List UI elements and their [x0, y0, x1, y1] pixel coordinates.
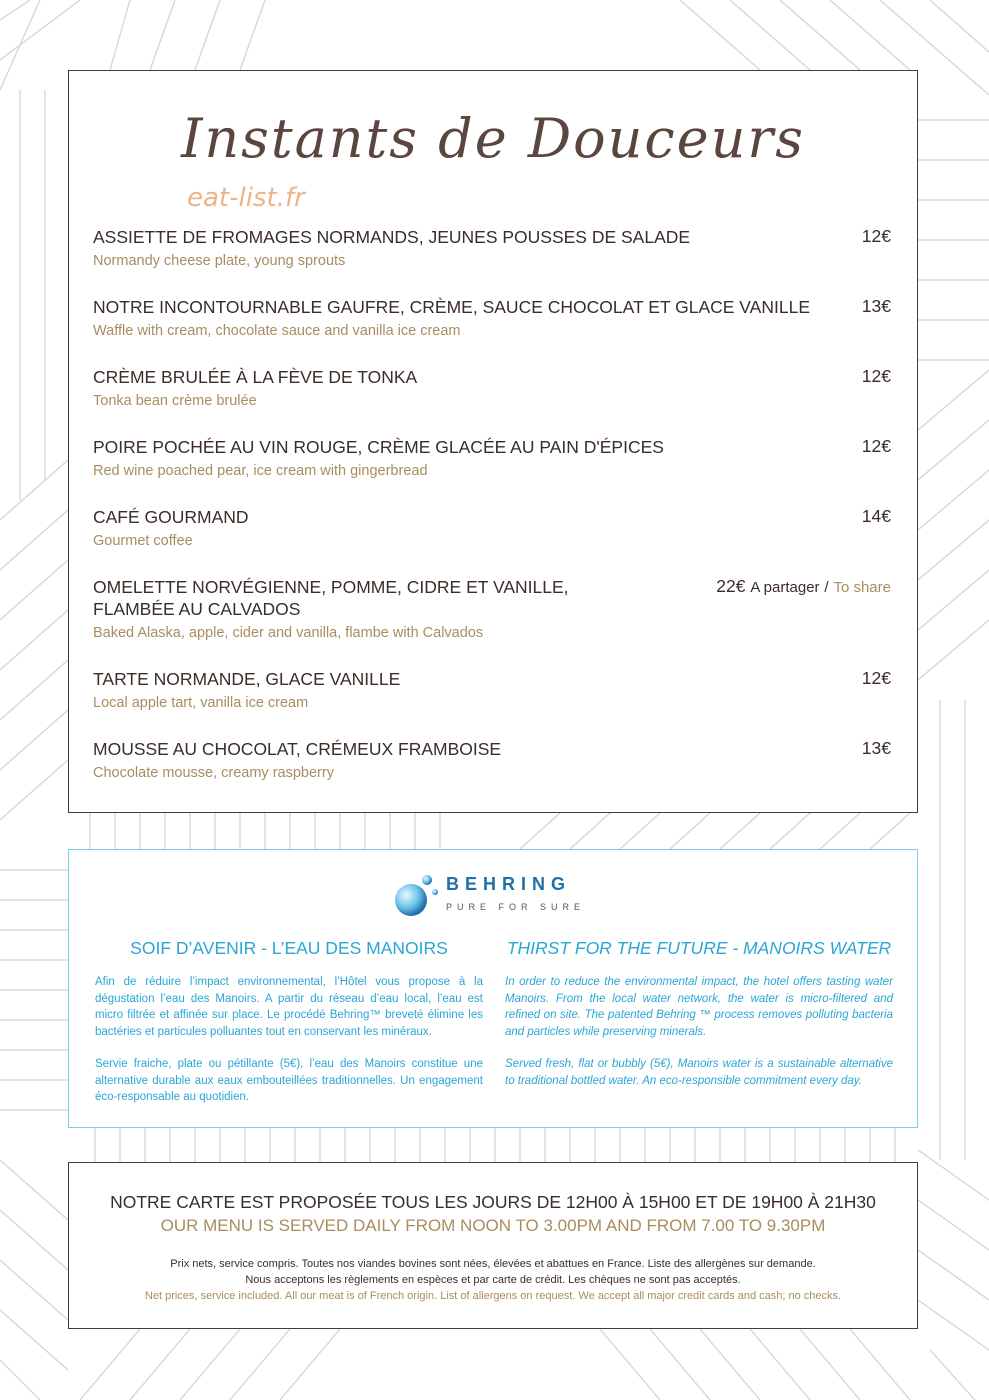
item-price-share [716, 576, 891, 597]
item-price: 12€ [861, 366, 891, 386]
opening-hours-panel [68, 1162, 918, 1329]
share-label-en: To share [833, 579, 891, 596]
menu-title: Instants de Douceurs [181, 107, 805, 170]
dessert-menu-panel [68, 70, 918, 813]
item-price: 13€ [861, 296, 891, 316]
water-text-fr [95, 936, 483, 1122]
logo-wordmark: BEHRING [446, 874, 572, 894]
item-name: NOTRE INCONTOURNABLE GAUFRE, CRÈME, SAUCE CHOCOLAT ET GLACE VANILLE [93, 297, 810, 317]
menu-item [93, 226, 893, 271]
behring-logo [391, 870, 611, 920]
water-paragraph: Servie fraiche, plate ou pétillante (5€), l’eau des Manoirs constitue une alternative durable aux eaux embouteillées traditionnelles. Un engagement éco-responsable au quotidien. [95, 1058, 483, 1103]
share-label-fr: A partager [750, 579, 820, 596]
item-name: OMELETTE NORVÉGIENNE, POMME, CIDRE ET VANILLE, [93, 577, 569, 597]
item-name: TARTE NORMANDE, GLACE VANILLE [93, 669, 401, 689]
menu-item [93, 668, 893, 713]
item-translation: Chocolate mousse, creamy raspberry [93, 765, 334, 781]
item-price: 22€ [716, 576, 746, 596]
water-drop-icon [391, 870, 441, 920]
item-translation: Waffle with cream, chocolate sauce and vanilla ice cream [93, 323, 461, 339]
item-name: MOUSSE AU CHOCOLAT, CRÉMEUX FRAMBOISE [93, 739, 502, 759]
water-heading-fr: SOIF D’AVENIR - L’EAU DES MANOIRS [130, 938, 448, 958]
legal-note-en: Net prices, service included. All our meat is of French origin. List of allergens on request. We accept all major credit cards and cash; no checks. [144, 1290, 842, 1302]
item-name: POIRE POCHÉE AU VIN ROUGE, CRÈME GLACÉE AU PAIN D'ÉPICES [93, 437, 664, 457]
watermark: eat-list.fr [187, 183, 305, 213]
item-price: 12€ [861, 436, 891, 456]
menu-item [93, 738, 893, 783]
item-translation: Gourmet coffee [93, 533, 193, 549]
item-price: 12€ [861, 226, 891, 246]
payment-note: Nous acceptons les règlements en espèces et par carte de crédit. Les chèques ne sont pas acceptés. [245, 1274, 741, 1286]
water-text-en [505, 936, 893, 1105]
water-heading-en: THIRST FOR THE FUTURE - MANOIRS WATER [506, 938, 892, 958]
water-paragraph: Afin de réduire l’impact environnemental, l’Hôtel vous propose à la dégustation l’eau des Manoirs. A partir du réseau d’eau local, l’eau est micro filtrée et affinée sur place. Le procédé Behring™ breveté élimine les bactéries et particules polluantes tout en conservant les minéraux. [95, 976, 483, 1038]
item-translation: Red wine poached pear, ice cream with gingerbread [93, 463, 428, 479]
share-separator: / [824, 579, 829, 596]
menu-item [93, 506, 893, 551]
menu-item [93, 436, 893, 481]
item-translation: Local apple tart, vanilla ice cream [93, 695, 309, 711]
hours-en: OUR MENU IS SERVED DAILY FROM NOON TO 3.00PM AND FROM 7.00 TO 9.30PM [160, 1216, 826, 1235]
item-translation: Normandy cheese plate, young sprouts [93, 253, 346, 269]
item-price: 14€ [861, 506, 891, 526]
item-translation: Tonka bean crème brulée [93, 393, 257, 409]
item-name: CAFÉ GOURMAND [93, 507, 249, 527]
water-paragraph: Served fresh, flat or bubbly (5€), Manoirs water is a sustainable alternative to traditional bottled water. An eco-responsible commitment every day. [505, 1058, 893, 1087]
item-translation: Baked Alaska, apple, cider and vanilla, flambe with Calvados [93, 625, 484, 641]
menu-item [93, 296, 893, 341]
menu-item [93, 366, 893, 411]
item-name: ASSIETTE DE FROMAGES NORMANDS, JEUNES POUSSES DE SALADE [93, 227, 691, 247]
hours-fr: NOTRE CARTE EST PROPOSÉE TOUS LES JOURS DE 12H00 À 15H00 ET DE 19H00 À 21H30 [110, 1192, 876, 1212]
item-name: CRÈME BRULÉE À LA FÈVE DE TONKA [93, 367, 418, 387]
item-price: 12€ [861, 668, 891, 688]
menu-item [93, 576, 893, 643]
item-price: 13€ [861, 738, 891, 758]
logo-tagline: PURE FOR SURE [446, 902, 586, 912]
water-paragraph: In order to reduce the environmental impact, the hotel offers tasting water Manoirs. From the local water network, the water is micro-filtered and refined on site. The patented Behring ™ process removes polluting bacteria and particles while preserving minerals. [505, 976, 893, 1038]
item-name-line2: FLAMBÉE AU CALVADOS [93, 599, 301, 619]
legal-note: Prix nets, service compris. Toutes nos viandes bovines sont nées, élevées et abattues en France. Liste des allergènes sur demande. [170, 1258, 816, 1270]
water-info-panel [68, 849, 918, 1128]
